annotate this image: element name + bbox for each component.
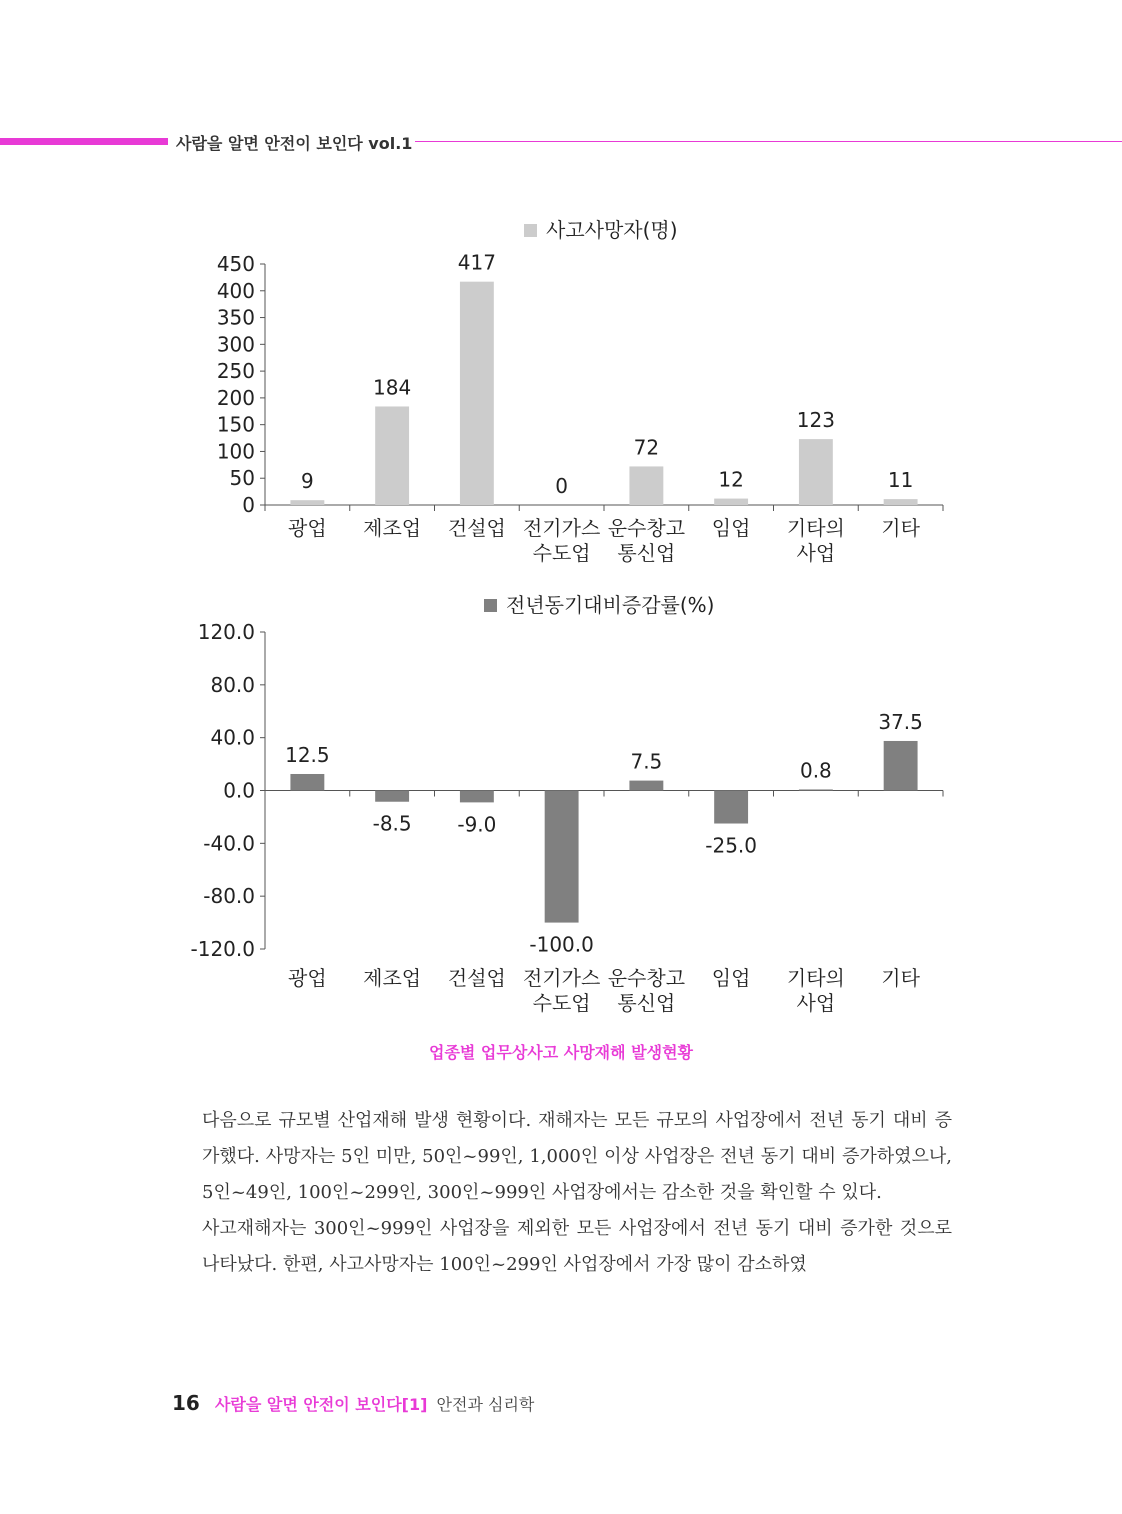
bar: [799, 789, 833, 790]
category-label: 사업: [796, 991, 836, 1015]
bar: [629, 781, 663, 791]
data-label: 9: [301, 469, 314, 494]
footer-title: 사람을 알면 안전이 보인다[1]: [214, 1395, 428, 1414]
bar: [799, 439, 833, 505]
data-label: 0.8: [799, 758, 832, 783]
bar: [545, 791, 579, 923]
y-tick-label: -80.0: [203, 884, 255, 909]
y-tick-label: 40.0: [210, 725, 255, 750]
y-tick-label: 300: [216, 332, 255, 357]
bar: [375, 791, 409, 802]
bar: [714, 791, 748, 824]
legend-label: 전년동기대비증감률(%): [506, 593, 715, 617]
y-tick-label: 0.0: [223, 778, 255, 803]
data-label: 0: [555, 474, 568, 498]
figure-caption: 업종별 업무상사고 사망재해 발생현황: [428, 1043, 693, 1062]
bar: [290, 774, 324, 791]
category-label: 광업: [288, 966, 327, 990]
category-label: 운수창고: [607, 966, 686, 990]
bar: [460, 282, 494, 505]
y-tick-label: 150: [216, 412, 255, 437]
data-label: -25.0: [705, 833, 757, 858]
footer-subtitle: 안전과 심리학: [436, 1395, 535, 1414]
category-label: 임업: [711, 516, 751, 540]
category-label: 기타의: [786, 516, 845, 540]
category-label: 제조업: [363, 966, 422, 990]
y-tick-label: -120.0: [190, 937, 255, 961]
data-label: -9.0: [457, 812, 497, 837]
legend-label: 사고사망자(명): [546, 218, 678, 242]
category-label: 전기가스: [522, 516, 601, 540]
bar: [460, 791, 494, 803]
data-label: 417: [457, 250, 496, 275]
category-label: 운수창고: [607, 516, 686, 540]
category-label: 수도업: [532, 541, 591, 565]
category-label: 전기가스: [522, 966, 601, 990]
bar: [714, 499, 748, 505]
body-text: [202, 1103, 952, 1283]
y-tick-label: 450: [216, 252, 255, 276]
y-tick-label: 400: [216, 278, 255, 303]
bar: [290, 500, 324, 505]
data-label: -100.0: [529, 932, 594, 957]
paragraph-2: 사고재해자는 300인~999인 사업장을 제외한 모든 사업장에서 전년 동기 대비 증가한 것으로 나타났다. 한편, 사고사망자는 100인~299인 사업장에서 가장 많이 감소하였: [202, 1218, 952, 1275]
data-label: 12: [718, 467, 744, 492]
data-label: 184: [373, 375, 412, 400]
category-label: 광업: [288, 516, 327, 540]
category-label: 제조업: [363, 516, 422, 540]
y-tick-label: -40.0: [203, 831, 255, 856]
bar: [375, 406, 409, 505]
y-tick-label: 350: [216, 305, 255, 330]
y-tick-label: 200: [216, 385, 255, 410]
category-label: 통신업: [617, 541, 676, 565]
category-label: 통신업: [617, 991, 676, 1015]
y-tick-label: 0: [242, 493, 255, 517]
data-label: 11: [887, 468, 914, 493]
data-label: 123: [796, 408, 835, 433]
data-label: 12.5: [285, 742, 330, 767]
y-tick-label: 80.0: [210, 672, 255, 697]
data-label: 37.5: [878, 709, 923, 734]
data-label: 7.5: [630, 749, 663, 774]
y-tick-label: 250: [216, 359, 255, 384]
y-tick-label: 100: [216, 439, 255, 464]
legend-swatch: [484, 599, 497, 612]
category-label: 건설업: [447, 516, 506, 540]
category-label: 기타: [881, 966, 920, 990]
category-label: 건설업: [447, 966, 506, 990]
category-label: 기타: [881, 516, 920, 540]
data-label: 72: [633, 435, 660, 460]
category-label: 임업: [711, 966, 751, 990]
category-label: 기타의: [786, 966, 845, 990]
paragraph-1: 다음으로 규모별 산업재해 발생 현황이다. 재해자는 모든 규모의 사업장에서 전년 동기 대비 증가했다. 사망자는 5인 미만, 50인~99인, 1,000인 이상 사업장은 전년 동기 대비 증가하였으나, 5인~49인, 100인~299인, 300인~999인 사업장에서는 감소한 것을 확인할 수 있다.: [202, 1110, 952, 1203]
bar: [629, 466, 663, 505]
category-label: 사업: [796, 541, 836, 565]
bar: [884, 741, 918, 791]
page-number: 16: [172, 1391, 200, 1415]
y-tick-label: 50: [229, 466, 255, 491]
bar: [884, 499, 918, 505]
y-tick-label: 120.0: [197, 620, 255, 644]
category-label: 수도업: [532, 991, 591, 1015]
legend-swatch: [524, 224, 537, 237]
running-header: 사람을 알면 안전이 보인다 vol.1: [176, 134, 413, 153]
page-footer: [172, 1391, 534, 1415]
data-label: -8.5: [372, 811, 412, 836]
